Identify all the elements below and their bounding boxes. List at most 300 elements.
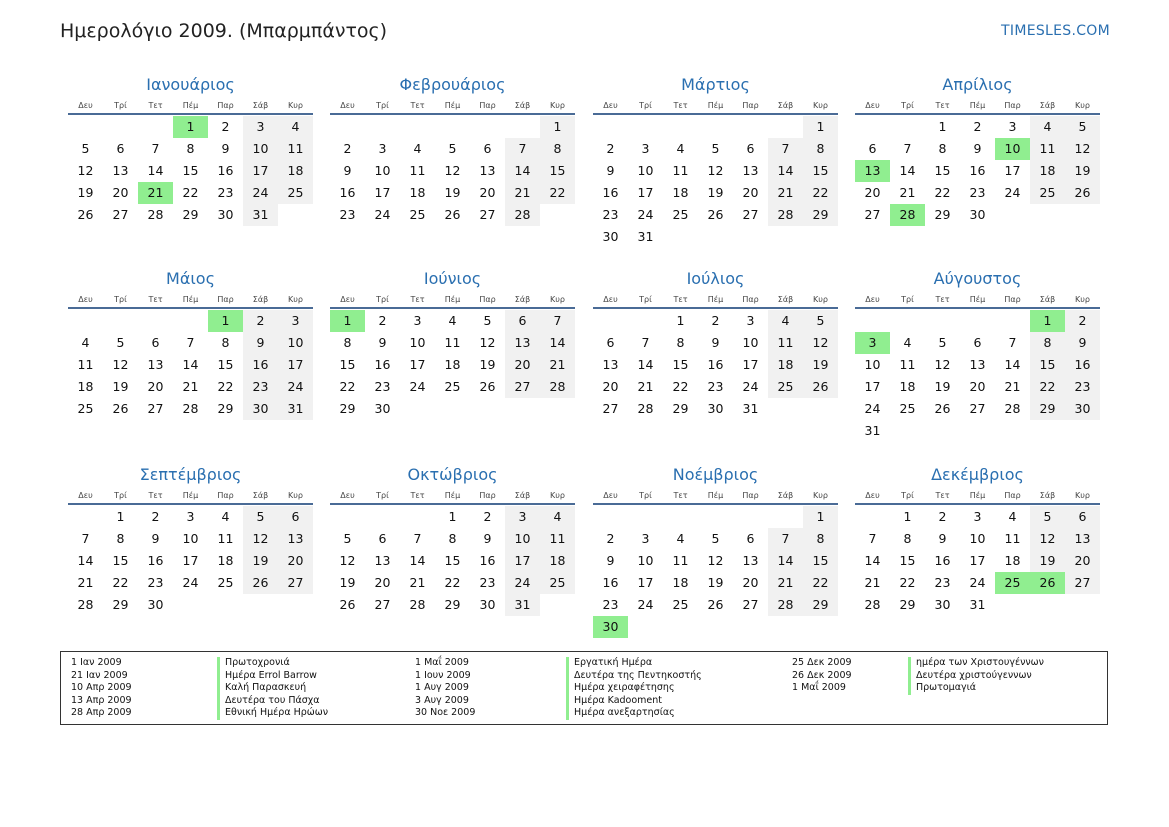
month-name: Απρίλιος [942,75,1013,94]
month-11 [593,460,838,638]
empty-day-cell [1030,420,1065,442]
weekday-label: Δευ [865,101,880,110]
day-cell: 28 [1004,401,1021,416]
empty-day-cell [663,616,698,638]
empty-day-cell [435,398,470,420]
day-cell: 3 [278,310,313,332]
day-cell: 2 [151,509,160,524]
day-cell: 30 [217,207,234,222]
day-cell: 10 [278,332,313,354]
day-cell: 17 [742,357,759,372]
empty-day-cell [855,506,890,528]
empty-day-cell [173,594,208,616]
day-cell: 26 [479,379,496,394]
month-2 [330,70,575,226]
weekday-header [855,98,1100,115]
day-cell: 9 [151,531,160,546]
empty-day-cell [628,116,663,138]
day-cell: 20 [112,185,129,200]
day-cell: 1 [1030,310,1065,332]
holiday-date: 1 Ιαν 2009 [71,657,122,668]
day-cell: 6 [116,141,125,156]
empty-day-cell [995,310,1030,332]
weekday-label: Δευ [865,491,880,500]
empty-day-cell [733,226,768,248]
day-cell: 18 [899,379,916,394]
weekday-label: Κυρ [813,491,828,500]
week-row [330,506,575,528]
day-cell: 18 [217,553,234,568]
week-row [330,332,575,354]
empty-day-cell [540,594,575,616]
day-cell: 11 [444,335,461,350]
weekday-label: Κυρ [1075,101,1090,110]
week-row [68,506,313,528]
empty-day-cell [768,116,803,138]
day-cell: 16 [147,553,164,568]
day-cell: 24 [409,379,426,394]
day-cell: 29 [339,401,356,416]
holiday-name: Ημέρα Kadooment [574,694,663,706]
month-name: Φεβρουάριος [399,75,506,94]
day-cell: 6 [973,335,982,350]
month-name: Σεπτέμβριος [139,465,242,484]
day-cell: 17 [374,185,391,200]
day-cell: 9 [483,531,492,546]
holiday-date: 10 Απρ 2009 [71,682,132,693]
empty-day-cell [698,616,733,638]
day-cell: 15 [934,163,951,178]
day-cell: 20 [479,185,496,200]
day-cell: 25 [217,575,234,590]
day-cell: 8 [221,335,230,350]
week-row [593,550,838,572]
empty-day-cell [803,616,838,638]
day-cell: 13 [505,332,540,354]
holiday-date: 30 Νοε 2009 [415,707,476,718]
empty-day-cell [278,594,313,616]
day-cell: 2 [711,313,720,328]
day-cell: 9 [378,335,387,350]
weekday-label: Πέμ [707,295,724,304]
day-cell: 2 [973,119,982,134]
day-cell: 17 [182,553,199,568]
day-cell: 23 [147,575,164,590]
day-cell: 1 [448,509,457,524]
weekday-label: Σάβ [777,295,794,304]
empty-day-cell [855,310,890,332]
weekday-label: Δευ [603,101,618,110]
day-cell: 29 [444,597,461,612]
day-cell: 1 [173,116,208,138]
day-cell: 13 [742,553,759,568]
day-cell: 18 [1030,160,1065,182]
day-cell: 5 [243,506,278,528]
day-cell: 25 [409,207,426,222]
day-cell: 1 [803,116,838,138]
day-cell: 18 [278,160,313,182]
empty-day-cell [208,594,243,616]
weekday-label: Παρ [479,101,496,110]
empty-day-cell [1030,204,1065,226]
week-row [330,354,575,376]
empty-day-cell [890,116,925,138]
holiday-name: Ημέρα χειραφέτησης [574,682,675,693]
week-row [855,594,1100,616]
day-cell: 17 [505,550,540,572]
brand-link[interactable]: TIMESLES.COM [1001,23,1110,39]
day-cell: 28 [890,204,925,226]
day-cell: 13 [742,163,759,178]
day-cell: 12 [934,357,951,372]
day-cell: 28 [182,401,199,416]
weekday-label: Πέμ [182,491,199,500]
day-cell: 3 [413,313,422,328]
day-cell: 2 [221,119,230,134]
day-cell: 5 [116,335,125,350]
day-cell: 10 [969,531,986,546]
day-cell: 10 [637,553,654,568]
week-row [593,572,838,594]
day-cell: 30 [374,401,391,416]
week-row [593,594,838,616]
weekday-label: Κυρ [288,101,303,110]
week-row [855,138,1100,160]
week-row [593,138,838,160]
legend-names-column [217,657,328,720]
day-cell: 5 [938,335,947,350]
legend-dates-column [415,657,475,720]
day-cell: 28 [864,597,881,612]
day-cell: 25 [278,182,313,204]
day-cell: 18 [768,354,803,376]
day-cell: 17 [243,160,278,182]
week-row [593,204,838,226]
day-cell: 26 [339,597,356,612]
week-row [855,332,1100,354]
empty-day-cell [890,310,925,332]
weekday-label: Πέμ [444,101,461,110]
day-cell: 25 [899,401,916,416]
day-cell: 9 [606,553,615,568]
day-cell: 11 [278,138,313,160]
weekday-label: Σάβ [514,101,531,110]
week-row [330,310,575,332]
day-cell: 5 [1030,506,1065,528]
day-cell: 1 [540,116,575,138]
weekday-label: Κυρ [550,101,565,110]
day-cell: 6 [746,531,755,546]
empty-day-cell [593,506,628,528]
weekday-label: Παρ [217,491,234,500]
day-cell: 18 [672,185,689,200]
day-cell: 20 [147,379,164,394]
day-cell: 24 [742,379,759,394]
day-cell: 19 [1030,550,1065,572]
day-cell: 11 [672,163,689,178]
empty-day-cell [68,116,103,138]
weekday-label: Δευ [78,295,93,304]
day-cell: 1 [938,119,947,134]
day-cell: 20 [278,550,313,572]
day-cell: 14 [540,332,575,354]
weekday-label: Δευ [340,101,355,110]
week-row [855,182,1100,204]
week-row [593,528,838,550]
day-cell: 1 [208,310,243,332]
day-cell: 9 [243,332,278,354]
week-row [68,550,313,572]
day-cell: 27 [602,401,619,416]
empty-day-cell [68,506,103,528]
weekday-label: Τετ [673,101,688,110]
day-cell: 16 [707,357,724,372]
month-8 [855,264,1100,442]
day-cell: 30 [147,597,164,612]
day-cell: 29 [112,597,129,612]
holiday-date: 25 Δεκ 2009 [792,657,852,668]
day-cell: 23 [602,597,619,612]
day-cell: 25 [540,572,575,594]
day-cell: 14 [182,357,199,372]
month-name: Νοέμβριος [672,465,759,484]
day-cell: 27 [969,401,986,416]
day-cell: 8 [343,335,352,350]
day-cell: 22 [444,575,461,590]
day-cell: 10 [374,163,391,178]
weekday-label: Δευ [340,491,355,500]
month-name: Ιούνιος [423,269,482,288]
empty-day-cell [593,310,628,332]
day-cell: 4 [676,141,685,156]
day-cell: 12 [243,528,278,550]
empty-day-cell [593,116,628,138]
day-cell: 26 [934,401,951,416]
weekday-label: Τετ [935,295,950,304]
day-cell: 10 [243,138,278,160]
holiday-date: 21 Ιαν 2009 [71,669,128,681]
day-cell: 29 [182,207,199,222]
day-cell: 23 [1065,376,1100,398]
day-cell: 2 [938,509,947,524]
day-cell: 30 [969,207,986,222]
day-cell: 6 [868,141,877,156]
day-cell: 6 [483,141,492,156]
weekday-label: Πέμ [707,101,724,110]
day-cell: 8 [540,138,575,160]
day-cell: 3 [746,313,755,328]
day-cell: 22 [672,379,689,394]
weekday-label: Κυρ [1075,295,1090,304]
day-cell: 26 [77,207,94,222]
week-row [330,594,575,616]
day-cell: 24 [637,207,654,222]
weekday-label: Τρί [114,101,127,110]
empty-day-cell [803,398,838,420]
weekday-label: Τετ [410,295,425,304]
weekday-label: Σάβ [252,101,269,110]
day-cell: 3 [505,506,540,528]
day-cell: 8 [116,531,125,546]
day-cell: 14 [1004,357,1021,372]
day-cell: 13 [112,163,129,178]
day-cell: 7 [868,531,877,546]
day-cell: 2 [483,509,492,524]
day-cell: 20 [1065,550,1100,572]
day-cell: 21 [864,575,881,590]
weekday-label: Τρί [376,295,389,304]
week-row [855,376,1100,398]
day-cell: 22 [339,379,356,394]
week-row [68,332,313,354]
day-cell: 4 [1030,116,1065,138]
day-cell: 16 [934,553,951,568]
day-cell: 25 [768,376,803,398]
weekday-label: Πέμ [969,101,986,110]
day-cell: 9 [938,531,947,546]
day-cell: 23 [969,185,986,200]
empty-day-cell [138,310,173,332]
day-cell: 23 [707,379,724,394]
day-cell: 12 [1065,138,1100,160]
day-cell: 24 [182,575,199,590]
weekday-label: Παρ [742,295,759,304]
week-row [330,138,575,160]
day-cell: 24 [637,597,654,612]
day-cell: 6 [606,335,615,350]
week-row [330,160,575,182]
day-cell: 24 [505,572,540,594]
day-cell: 15 [540,160,575,182]
day-cell: 10 [864,357,881,372]
empty-day-cell [173,310,208,332]
day-cell: 5 [343,531,352,546]
day-cell: 20 [602,379,619,394]
day-cell: 5 [711,531,720,546]
empty-day-cell [698,116,733,138]
empty-day-cell [470,398,505,420]
week-row [68,528,313,550]
empty-day-cell [278,204,313,226]
day-cell: 13 [479,163,496,178]
day-cell: 22 [182,185,199,200]
holiday-name: Ημέρα Errol Barrow [225,669,317,681]
weekday-label: Τρί [901,101,914,110]
day-cell: 25 [672,597,689,612]
weekday-header [68,292,313,309]
month-name: Μάρτιος [681,75,750,94]
week-row [855,204,1100,226]
day-cell: 11 [1030,138,1065,160]
day-cell: 19 [803,354,838,376]
week-row [593,226,838,248]
holiday-name: Εθνική Ημέρα Ηρώων [225,707,329,718]
weekday-header [855,292,1100,309]
holiday-date: 3 Αυγ 2009 [415,694,469,706]
empty-day-cell [138,116,173,138]
day-cell: 15 [112,553,129,568]
day-cell: 4 [676,531,685,546]
day-cell: 13 [855,160,890,182]
month-3 [593,70,838,248]
week-row [68,160,313,182]
day-cell: 15 [182,163,199,178]
holiday-date: 1 Αυγ 2009 [415,682,469,693]
day-cell: 1 [330,310,365,332]
holiday-name: Δευτέρα της Πεντηκοστής [574,669,702,681]
week-row [330,398,575,420]
weekday-label: Τετ [673,491,688,500]
day-cell: 14 [768,160,803,182]
day-cell: 26 [243,572,278,594]
day-cell: 18 [444,357,461,372]
holiday-name: Πρωτομαγιά [916,682,977,693]
day-cell: 29 [672,401,689,416]
week-row [593,116,838,138]
day-cell: 12 [707,163,724,178]
weekday-label: Κυρ [1075,491,1090,500]
day-cell: 19 [479,357,496,372]
empty-day-cell [103,116,138,138]
weekday-header [330,488,575,505]
day-cell: 9 [606,163,615,178]
day-cell: 5 [803,310,838,332]
day-cell: 20 [969,379,986,394]
weekday-header [330,292,575,309]
week-row [855,528,1100,550]
empty-day-cell [1030,594,1065,616]
weekday-label: Τετ [935,491,950,500]
day-cell: 22 [217,379,234,394]
day-cell: 23 [374,379,391,394]
weekday-label: Σάβ [514,295,531,304]
day-cell: 18 [1004,553,1021,568]
holiday-name: Ημέρα ανεξαρτησίας [574,707,675,718]
weekday-label: Κυρ [550,491,565,500]
weekday-label: Πέμ [182,295,199,304]
day-cell: 25 [444,379,461,394]
day-cell: 24 [969,575,986,590]
week-row [855,506,1100,528]
day-cell: 28 [637,401,654,416]
day-cell: 8 [903,531,912,546]
empty-day-cell [663,506,698,528]
weekday-label: Τετ [935,101,950,110]
day-cell: 8 [676,335,685,350]
empty-day-cell [505,398,540,420]
day-cell: 22 [803,572,838,594]
empty-day-cell [470,116,505,138]
week-row [330,182,575,204]
day-cell: 30 [593,616,628,638]
weekday-label: Πέμ [182,101,199,110]
day-cell: 4 [1008,509,1017,524]
day-cell: 9 [221,141,230,156]
day-cell: 24 [374,207,391,222]
day-cell: 31 [243,204,278,226]
day-cell: 13 [147,357,164,372]
weekday-label: Σάβ [252,295,269,304]
day-cell: 11 [540,528,575,550]
day-cell: 22 [899,575,916,590]
day-cell: 21 [77,575,94,590]
day-cell: 20 [864,185,881,200]
empty-day-cell [995,204,1030,226]
month-name: Ιανουάριος [146,75,235,94]
week-row [593,398,838,420]
weekday-label: Τετ [148,295,163,304]
day-cell: 28 [505,204,540,226]
